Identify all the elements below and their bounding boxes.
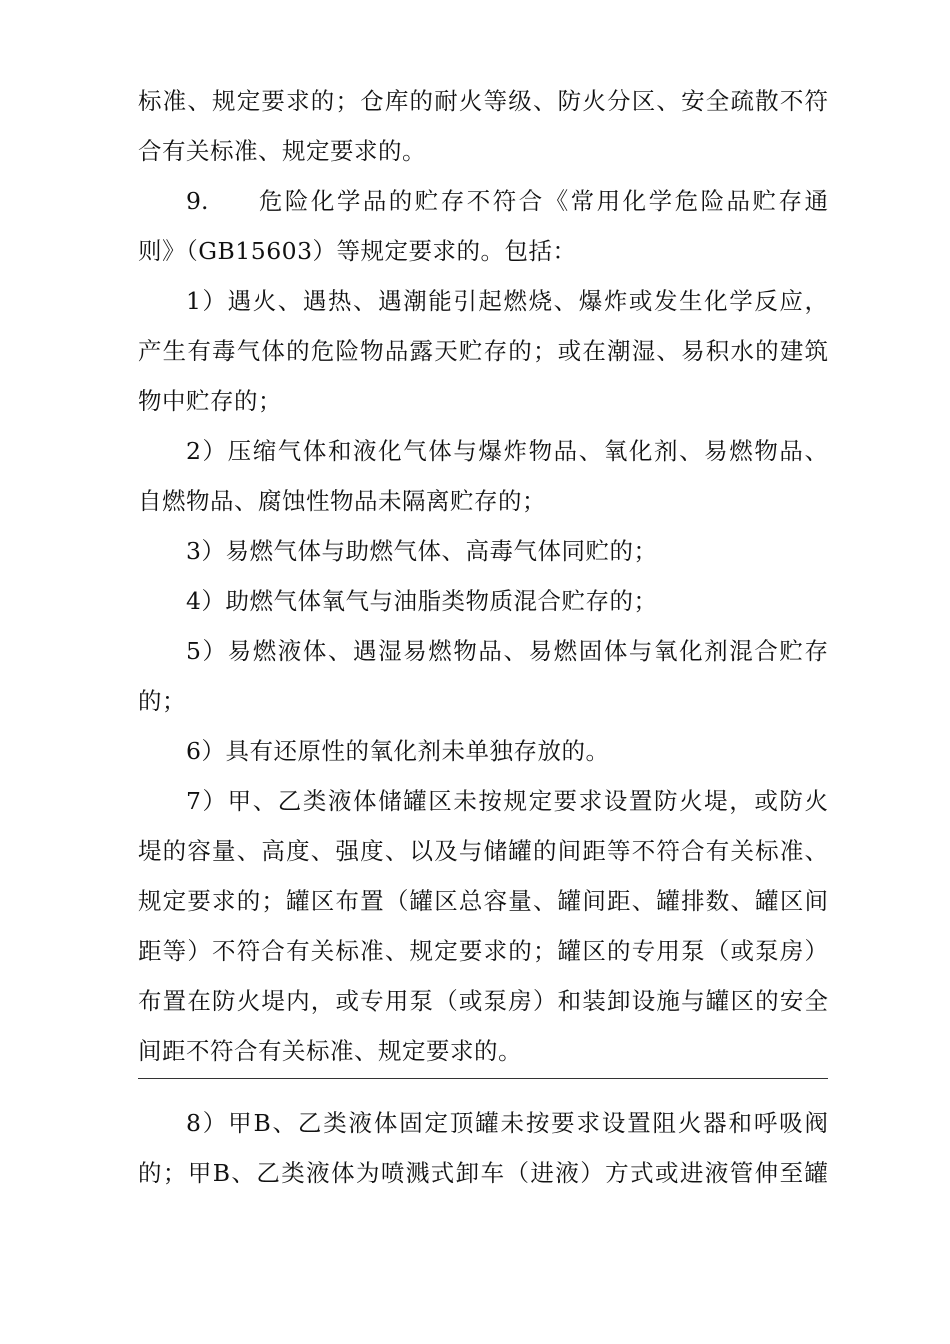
text-line: 标准、规定要求的；仓库的耐火等级、防火分区、安全疏散不符: [138, 87, 828, 115]
text-line: 自燃物品、腐蚀性物品未隔离贮存的；: [138, 487, 546, 515]
text-line: 物中贮存的；: [138, 387, 282, 415]
text-line: 2）压缩气体和液化气体与爆炸物品、氧化剂、易燃物品、: [186, 437, 828, 465]
text-line: 的；: [138, 687, 186, 715]
text-line: 的；甲B、乙类液体为喷溅式卸车（进液）方式或进液管伸至罐: [138, 1159, 828, 1187]
page-divider: [138, 1078, 828, 1079]
text-line: 距等）不符合有关标准、规定要求的；罐区的专用泵（或泵房）: [138, 937, 828, 965]
text-line: 间距不符合有关标准、规定要求的。: [138, 1037, 522, 1065]
text-line: 6）具有还原性的氧化剂未单独存放的。: [186, 737, 610, 765]
text-line: 3）易燃气体与助燃气体、高毒气体同贮的；: [186, 537, 658, 565]
item-text: 危险化学品的贮存不符合《常用化学危险品贮存通: [256, 187, 828, 215]
text-line: 产生有毒气体的危险物品露天贮存的；或在潮湿、易积水的建筑: [138, 337, 828, 365]
text-line: 7）甲、乙类液体储罐区未按规定要求设置防火堤，或防火: [186, 787, 828, 815]
text-line: 规定要求的；罐区布置（罐区总容量、罐间距、罐排数、罐区间: [138, 887, 828, 915]
item-number: 9.: [186, 187, 209, 215]
item-9-line: [186, 186, 828, 216]
text-line: 4）助燃气体氧气与油脂类物质混合贮存的；: [186, 587, 658, 615]
text-line: 堤的容量、高度、强度、以及与储罐的间距等不符合有关标准、: [138, 837, 828, 865]
text-line: 1）遇火、遇热、遇潮能引起燃烧、爆炸或发生化学反应，: [186, 287, 828, 315]
text-line: 合有关标准、规定要求的。: [138, 137, 426, 165]
text-line: 则》（GB15603）等规定要求的。包括：: [138, 237, 577, 265]
text-line: 5）易燃液体、遇湿易燃物品、易燃固体与氧化剂混合贮存: [186, 637, 828, 665]
text-line: 布置在防火堤内，或专用泵（或泵房）和装卸设施与罐区的安全: [138, 987, 828, 1015]
text-line: 8）甲B、乙类液体固定顶罐未按要求设置阻火器和呼吸阀: [186, 1109, 828, 1137]
